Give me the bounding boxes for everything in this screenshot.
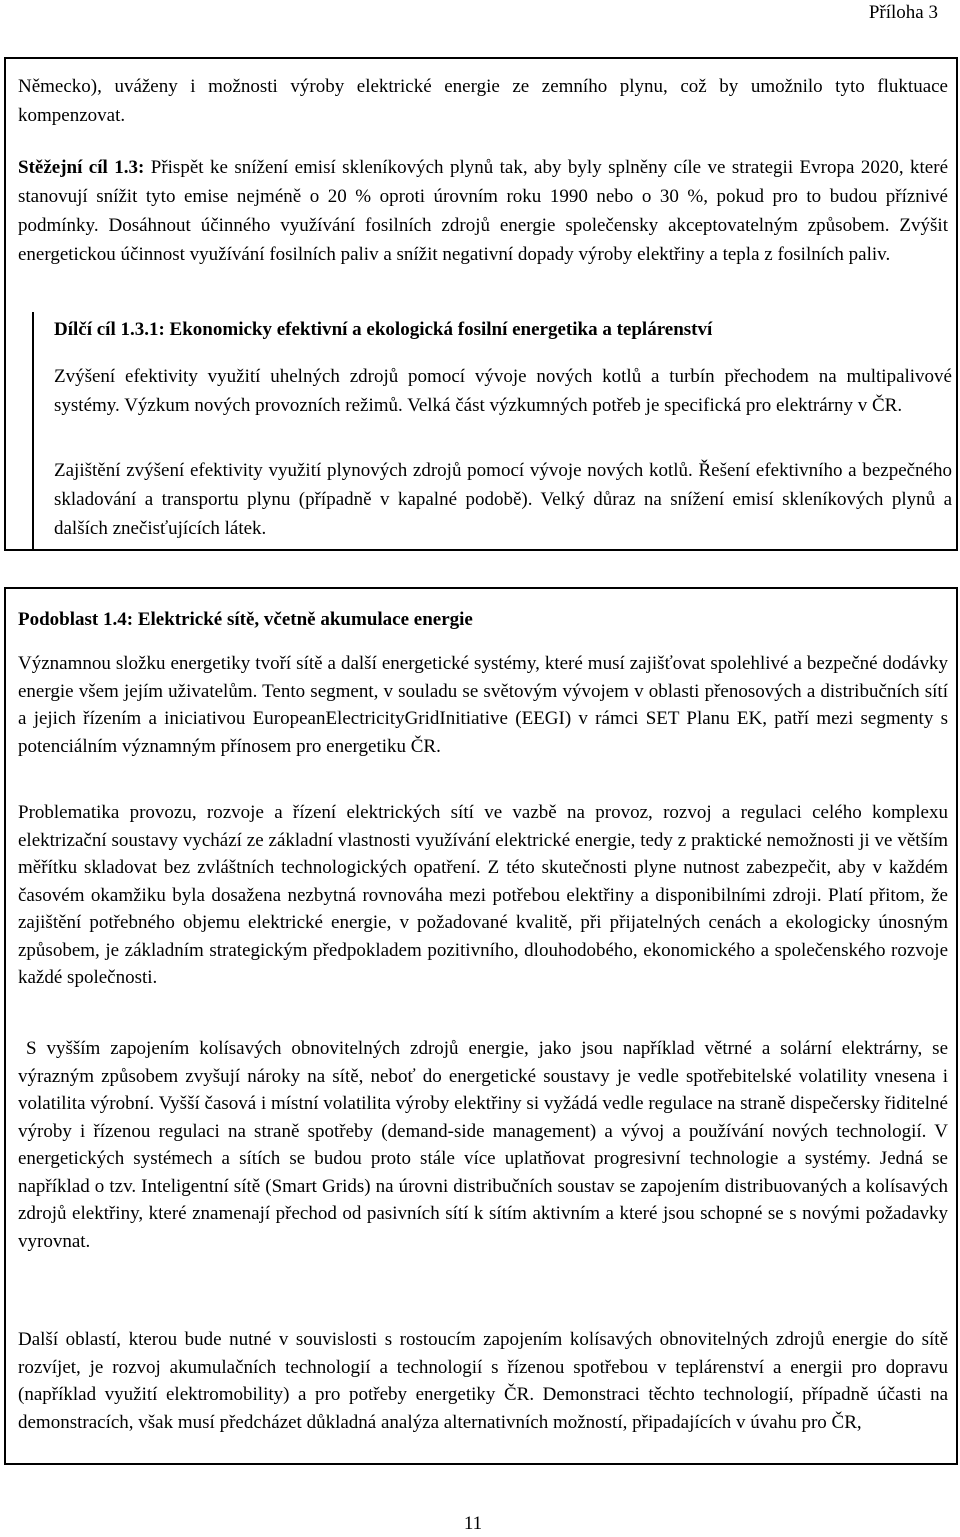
goal-text: Přispět ke snížení emisí skleníkových plynů tak, aby byly splněny cíle ve strategii Evropa 2020, které stanovují snížit tyto emise nejméně o 20 % oproti úrovním roku 1990 nebo o 30 %, pokud pro to budou příznivé podmínky. Dosáhnout účinného využívání fosilních zdrojů energie společensky akceptovatelným způsobem. Zvýšit energetickou účinnost využívání fosilních paliv a snížit negativní dopady výroby elektřiny a tepla z fosilních paliv. [18,157,949,265]
subarea-paragraph-4: Další oblastí, kterou bude nutné v souvislosti s rostoucím zapojením kolísavých obnovitelných zdrojů energie do sítě rozvíjet, je rozvoj akumulačních technologií a technologií s řízenou spotřebou v teplárenství a energii pro dopravu (například využití elektromobility) a pro potřeby energetiky ČR. Demonstraci těchto technologií, případně účasti na demonstracích, však musí předcházet důkladná analýza alternativních možností, připadajících v úvahu pro ČR, [18,1329,948,1433]
intro-paragraph: Německo), uváženy i možnosti výroby elektrické energie ze zemního plynu, což by umožnilo tyto fluktuace kompenzovat. [18,76,948,126]
subgoal-paragraph-1: Zvýšení efektivity využití uhelných zdrojů pomocí vývoje nových kotlů a turbín přechodem na multipalivové systémy. Výzkum nových provozních režimů. Velká část výzkumných potřeb je specifická pro elektrárny v ČR. [54,366,952,416]
page-number: 11 [463,1513,483,1534]
subgoal-paragraph-2: Zajištění zvýšení efektivity využití plynových zdrojů pomocí vývoje nových kotlů. Řešení efektivního a bezpečného skladování a transportu plynu (případně v kapalné podobě). Velký důraz na snížení emisí skleníkových plynů a dalších znečisťujících látek. [54,460,952,539]
subgoal-box [32,312,958,551]
subgoal-title: Dílčí cíl 1.3.1: Ekonomicky efektivní a ekologická fosilní energetika a teplárenství [54,319,713,340]
subarea-paragraph-3: S vyšším zapojením kolísavých obnovitelných zdrojů energie, jako jsou například větrné a solární elektrárny, se výrazným způsobem zvyšují nároky na sítě, neboť do energetické soustavy je vedle spotřebitelské volatility vnesena i volatilita výrobní. Vyšší časová i místní volatilita výroby elektřiny si vyžádá vedle regulace na straně dispečersky řiditelné výroby i řízenou regulaci na straně spotřeby (demand-side management) a vývoj a používání nových technologií. V energetických systémech a sítích se budou proto stále více uplatňovat progresivní technologie a systémy. Jedná se například o tzv. Inteligentní sítě (Smart Grids) na úrovni distribučních soustav se zapojením distribuovaných a kolísavých zdrojů elektřiny, které znamenají přechod od pasivních sítí k sítím aktivním a které jsou schopné se s novými požadavky vyrovnat. [18,1038,948,1252]
goal-box [4,57,958,551]
subarea-box [4,587,958,1465]
subarea-paragraph-1: Významnou složku energetiky tvoří sítě a další energetické systémy, které musí zajišťovat spolehlivé a bezpečné dodávky energie všem jejím uživatelům. Tento segment, v souladu se světovým vývojem v oblasti přenosových a distribučních sítí a jejich řízením a iniciativou EuropeanElectricityGridInitiative (EEGI) v rámci SET Planu EK, patří mezi segmenty s potenciálním významným přínosem pro energetiku ČR. [18,653,948,757]
subarea-title: Podoblast 1.4: Elektrické sítě, včetně akumulace energie [18,609,473,630]
appendix-label: Příloha 3 [868,2,938,23]
goal-paragraph [18,153,948,269]
subarea-paragraph-2: Problematika provozu, rozvoje a řízení elektrických sítí ve vazbě na provoz, rozvoj a regulaci celého komplexu elektrizační soustavy vychází ze základní vlastnosti využívání elektrické energie, tedy z praktické nemožnosti ji ve větším měřítku skladovat bez zvláštních technologických opatření. Z této skutečnosti plyne nutnost zabezpečit, aby v každém časovém okamžiku byla dosažena nezbytná rovnováha mezi potřebou elektřiny a disponibilními zdroji. Platí přitom, že zajištění potřebného objemu elektrické energie, v požadované kvalitě, při přijatelných cenách a ekologicky únosným způsobem, je základním strategickým předpokladem pozitivního, dlouhodobého, ekonomického a společenského rozvoje každé společnosti. [18,802,948,988]
goal-label: Stěžejní cíl 1.3: [18,157,145,178]
